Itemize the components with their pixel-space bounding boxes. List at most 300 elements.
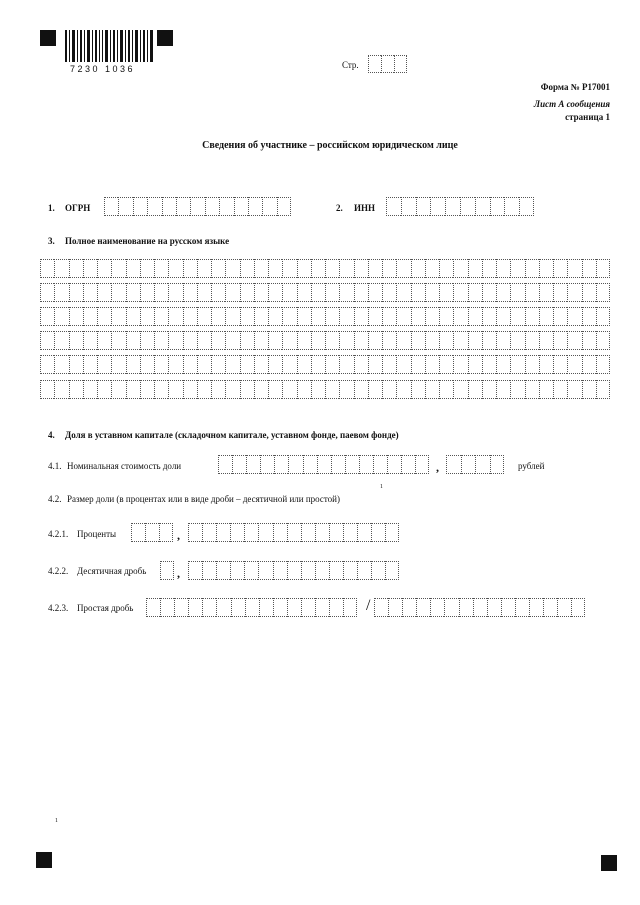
char-cell[interactable]: [140, 307, 154, 326]
char-cell[interactable]: [596, 355, 610, 374]
char-cell[interactable]: [325, 259, 339, 278]
char-cell[interactable]: [553, 355, 567, 374]
full-name-field-row[interactable]: [40, 380, 610, 399]
char-cell[interactable]: [354, 331, 368, 350]
char-cell[interactable]: [97, 259, 111, 278]
char-cell[interactable]: [202, 598, 216, 617]
char-cell[interactable]: [225, 355, 239, 374]
char-cell[interactable]: [111, 355, 125, 374]
char-cell[interactable]: [54, 283, 68, 302]
char-cell[interactable]: [315, 598, 329, 617]
char-cell[interactable]: [539, 259, 553, 278]
char-cell[interactable]: [396, 259, 410, 278]
char-cell[interactable]: [368, 307, 382, 326]
char-cell[interactable]: [567, 259, 581, 278]
char-cell[interactable]: [510, 380, 524, 399]
char-cell[interactable]: [248, 197, 262, 216]
nominal-rubles-field[interactable]: [218, 455, 429, 474]
char-cell[interactable]: [553, 380, 567, 399]
char-cell[interactable]: [83, 355, 97, 374]
char-cell[interactable]: [394, 55, 407, 73]
char-cell[interactable]: [368, 283, 382, 302]
char-cell[interactable]: [40, 259, 54, 278]
char-cell[interactable]: [453, 307, 467, 326]
char-cell[interactable]: [311, 283, 325, 302]
char-cell[interactable]: [354, 307, 368, 326]
char-cell[interactable]: [571, 598, 585, 617]
char-cell[interactable]: [211, 331, 225, 350]
char-cell[interactable]: [97, 307, 111, 326]
nominal-kopecks-field[interactable]: [446, 455, 504, 474]
char-cell[interactable]: [387, 455, 401, 474]
char-cell[interactable]: [202, 561, 216, 580]
char-cell[interactable]: [231, 598, 245, 617]
char-cell[interactable]: [183, 331, 197, 350]
char-cell[interactable]: [482, 307, 496, 326]
char-cell[interactable]: [567, 331, 581, 350]
char-cell[interactable]: [140, 259, 154, 278]
char-cell[interactable]: [219, 197, 233, 216]
char-cell[interactable]: [553, 283, 567, 302]
char-cell[interactable]: [439, 307, 453, 326]
char-cell[interactable]: [525, 259, 539, 278]
char-cell[interactable]: [525, 283, 539, 302]
char-cell[interactable]: [126, 307, 140, 326]
char-cell[interactable]: [468, 283, 482, 302]
char-cell[interactable]: [482, 355, 496, 374]
char-cell[interactable]: [54, 259, 68, 278]
char-cell[interactable]: [557, 598, 571, 617]
char-cell[interactable]: [211, 283, 225, 302]
char-cell[interactable]: [519, 197, 534, 216]
char-cell[interactable]: [416, 598, 430, 617]
char-cell[interactable]: [183, 380, 197, 399]
char-cell[interactable]: [504, 197, 519, 216]
char-cell[interactable]: [525, 355, 539, 374]
char-cell[interactable]: [411, 331, 425, 350]
char-cell[interactable]: [582, 331, 596, 350]
char-cell[interactable]: [411, 259, 425, 278]
char-cell[interactable]: [154, 331, 168, 350]
char-cell[interactable]: [287, 598, 301, 617]
char-cell[interactable]: [183, 283, 197, 302]
char-cell[interactable]: [154, 307, 168, 326]
char-cell[interactable]: [386, 197, 401, 216]
char-cell[interactable]: [325, 355, 339, 374]
char-cell[interactable]: [282, 355, 296, 374]
char-cell[interactable]: [154, 355, 168, 374]
char-cell[interactable]: [218, 455, 232, 474]
char-cell[interactable]: [425, 355, 439, 374]
char-cell[interactable]: [40, 307, 54, 326]
char-cell[interactable]: [529, 598, 543, 617]
char-cell[interactable]: [111, 380, 125, 399]
char-cell[interactable]: [287, 561, 301, 580]
char-cell[interactable]: [297, 283, 311, 302]
char-cell[interactable]: [311, 331, 325, 350]
char-cell[interactable]: [97, 331, 111, 350]
char-cell[interactable]: [439, 259, 453, 278]
char-cell[interactable]: [368, 355, 382, 374]
char-cell[interactable]: [244, 561, 258, 580]
char-cell[interactable]: [473, 598, 487, 617]
ogrn-field[interactable]: [104, 197, 291, 216]
char-cell[interactable]: [553, 331, 567, 350]
char-cell[interactable]: [596, 307, 610, 326]
char-cell[interactable]: [140, 355, 154, 374]
char-cell[interactable]: [211, 259, 225, 278]
char-cell[interactable]: [482, 331, 496, 350]
char-cell[interactable]: [374, 598, 388, 617]
char-cell[interactable]: [268, 259, 282, 278]
char-cell[interactable]: [468, 331, 482, 350]
char-cell[interactable]: [197, 331, 211, 350]
char-cell[interactable]: [515, 598, 529, 617]
full-name-field-row[interactable]: [40, 331, 610, 350]
char-cell[interactable]: [240, 283, 254, 302]
char-cell[interactable]: [339, 259, 353, 278]
char-cell[interactable]: [329, 561, 343, 580]
char-cell[interactable]: [453, 380, 467, 399]
char-cell[interactable]: [496, 355, 510, 374]
char-cell[interactable]: [140, 283, 154, 302]
char-cell[interactable]: [368, 331, 382, 350]
char-cell[interactable]: [439, 380, 453, 399]
char-cell[interactable]: [118, 197, 132, 216]
char-cell[interactable]: [371, 523, 385, 542]
char-cell[interactable]: [273, 523, 287, 542]
char-cell[interactable]: [425, 331, 439, 350]
char-cell[interactable]: [69, 259, 83, 278]
char-cell[interactable]: [40, 283, 54, 302]
char-cell[interactable]: [111, 259, 125, 278]
char-cell[interactable]: [262, 197, 276, 216]
char-cell[interactable]: [146, 598, 160, 617]
char-cell[interactable]: [354, 355, 368, 374]
char-cell[interactable]: [325, 283, 339, 302]
char-cell[interactable]: [482, 380, 496, 399]
char-cell[interactable]: [539, 355, 553, 374]
char-cell[interactable]: [430, 197, 445, 216]
char-cell[interactable]: [325, 331, 339, 350]
char-cell[interactable]: [339, 355, 353, 374]
char-cell[interactable]: [567, 380, 581, 399]
char-cell[interactable]: [411, 355, 425, 374]
char-cell[interactable]: [401, 455, 415, 474]
char-cell[interactable]: [111, 283, 125, 302]
char-cell[interactable]: [388, 598, 402, 617]
page-number-field[interactable]: [368, 55, 407, 73]
char-cell[interactable]: [510, 259, 524, 278]
char-cell[interactable]: [126, 355, 140, 374]
char-cell[interactable]: [446, 455, 461, 474]
char-cell[interactable]: [401, 197, 416, 216]
char-cell[interactable]: [168, 307, 182, 326]
char-cell[interactable]: [539, 283, 553, 302]
char-cell[interactable]: [240, 307, 254, 326]
char-cell[interactable]: [510, 355, 524, 374]
char-cell[interactable]: [83, 307, 97, 326]
char-cell[interactable]: [371, 561, 385, 580]
char-cell[interactable]: [439, 283, 453, 302]
char-cell[interactable]: [54, 380, 68, 399]
char-cell[interactable]: [357, 561, 371, 580]
char-cell[interactable]: [168, 283, 182, 302]
char-cell[interactable]: [415, 455, 429, 474]
char-cell[interactable]: [240, 355, 254, 374]
char-cell[interactable]: [211, 307, 225, 326]
char-cell[interactable]: [339, 331, 353, 350]
char-cell[interactable]: [567, 307, 581, 326]
char-cell[interactable]: [145, 523, 159, 542]
char-cell[interactable]: [468, 380, 482, 399]
char-cell[interactable]: [197, 307, 211, 326]
char-cell[interactable]: [345, 455, 359, 474]
char-cell[interactable]: [582, 283, 596, 302]
char-cell[interactable]: [354, 380, 368, 399]
char-cell[interactable]: [216, 561, 230, 580]
char-cell[interactable]: [188, 598, 202, 617]
char-cell[interactable]: [496, 283, 510, 302]
char-cell[interactable]: [329, 598, 343, 617]
char-cell[interactable]: [382, 331, 396, 350]
char-cell[interactable]: [553, 259, 567, 278]
char-cell[interactable]: [382, 283, 396, 302]
char-cell[interactable]: [382, 259, 396, 278]
char-cell[interactable]: [339, 283, 353, 302]
full-name-field-row[interactable]: [40, 283, 610, 302]
char-cell[interactable]: [83, 380, 97, 399]
char-cell[interactable]: [331, 455, 345, 474]
char-cell[interactable]: [183, 259, 197, 278]
char-cell[interactable]: [83, 331, 97, 350]
char-cell[interactable]: [368, 55, 381, 73]
char-cell[interactable]: [254, 307, 268, 326]
char-cell[interactable]: [496, 331, 510, 350]
char-cell[interactable]: [282, 259, 296, 278]
char-cell[interactable]: [525, 331, 539, 350]
char-cell[interactable]: [225, 331, 239, 350]
char-cell[interactable]: [54, 355, 68, 374]
char-cell[interactable]: [260, 455, 274, 474]
char-cell[interactable]: [596, 380, 610, 399]
char-cell[interactable]: [234, 197, 248, 216]
char-cell[interactable]: [168, 259, 182, 278]
numerator-field[interactable]: [146, 598, 357, 617]
char-cell[interactable]: [140, 331, 154, 350]
char-cell[interactable]: [216, 598, 230, 617]
char-cell[interactable]: [190, 197, 204, 216]
char-cell[interactable]: [69, 331, 83, 350]
char-cell[interactable]: [439, 331, 453, 350]
char-cell[interactable]: [168, 331, 182, 350]
char-cell[interactable]: [254, 331, 268, 350]
full-name-field-row[interactable]: [40, 259, 610, 278]
char-cell[interactable]: [596, 283, 610, 302]
decimal-integer-field[interactable]: [160, 561, 174, 580]
char-cell[interactable]: [487, 598, 501, 617]
char-cell[interactable]: [154, 283, 168, 302]
char-cell[interactable]: [382, 380, 396, 399]
char-cell[interactable]: [297, 355, 311, 374]
char-cell[interactable]: [268, 331, 282, 350]
char-cell[interactable]: [460, 197, 475, 216]
char-cell[interactable]: [468, 307, 482, 326]
char-cell[interactable]: [277, 197, 291, 216]
char-cell[interactable]: [133, 197, 147, 216]
char-cell[interactable]: [287, 523, 301, 542]
char-cell[interactable]: [104, 197, 118, 216]
char-cell[interactable]: [254, 283, 268, 302]
char-cell[interactable]: [301, 523, 315, 542]
char-cell[interactable]: [162, 197, 176, 216]
char-cell[interactable]: [461, 455, 476, 474]
char-cell[interactable]: [385, 561, 399, 580]
char-cell[interactable]: [268, 380, 282, 399]
char-cell[interactable]: [490, 455, 505, 474]
char-cell[interactable]: [567, 283, 581, 302]
char-cell[interactable]: [197, 355, 211, 374]
denominator-field[interactable]: [374, 598, 585, 617]
char-cell[interactable]: [496, 307, 510, 326]
char-cell[interactable]: [254, 259, 268, 278]
char-cell[interactable]: [444, 598, 458, 617]
char-cell[interactable]: [525, 380, 539, 399]
char-cell[interactable]: [246, 455, 260, 474]
char-cell[interactable]: [225, 380, 239, 399]
char-cell[interactable]: [582, 259, 596, 278]
char-cell[interactable]: [311, 259, 325, 278]
char-cell[interactable]: [459, 598, 473, 617]
char-cell[interactable]: [425, 283, 439, 302]
char-cell[interactable]: [416, 197, 431, 216]
char-cell[interactable]: [425, 307, 439, 326]
char-cell[interactable]: [225, 307, 239, 326]
char-cell[interactable]: [396, 380, 410, 399]
char-cell[interactable]: [268, 355, 282, 374]
char-cell[interactable]: [126, 380, 140, 399]
char-cell[interactable]: [282, 331, 296, 350]
char-cell[interactable]: [468, 355, 482, 374]
char-cell[interactable]: [539, 307, 553, 326]
char-cell[interactable]: [225, 259, 239, 278]
char-cell[interactable]: [496, 380, 510, 399]
char-cell[interactable]: [126, 331, 140, 350]
char-cell[interactable]: [359, 455, 373, 474]
char-cell[interactable]: [40, 380, 54, 399]
char-cell[interactable]: [430, 598, 444, 617]
char-cell[interactable]: [311, 355, 325, 374]
percent-fraction-field[interactable]: [188, 523, 399, 542]
char-cell[interactable]: [539, 380, 553, 399]
char-cell[interactable]: [254, 355, 268, 374]
char-cell[interactable]: [490, 197, 505, 216]
char-cell[interactable]: [202, 523, 216, 542]
char-cell[interactable]: [240, 331, 254, 350]
char-cell[interactable]: [111, 331, 125, 350]
char-cell[interactable]: [301, 561, 315, 580]
char-cell[interactable]: [510, 331, 524, 350]
char-cell[interactable]: [411, 307, 425, 326]
char-cell[interactable]: [567, 355, 581, 374]
char-cell[interactable]: [188, 561, 202, 580]
inn-field[interactable]: [386, 197, 534, 216]
char-cell[interactable]: [230, 523, 244, 542]
char-cell[interactable]: [311, 380, 325, 399]
char-cell[interactable]: [297, 380, 311, 399]
char-cell[interactable]: [140, 380, 154, 399]
char-cell[interactable]: [439, 355, 453, 374]
char-cell[interactable]: [343, 598, 357, 617]
char-cell[interactable]: [596, 259, 610, 278]
char-cell[interactable]: [297, 331, 311, 350]
char-cell[interactable]: [396, 355, 410, 374]
char-cell[interactable]: [216, 523, 230, 542]
char-cell[interactable]: [297, 259, 311, 278]
char-cell[interactable]: [259, 598, 273, 617]
char-cell[interactable]: [382, 307, 396, 326]
char-cell[interactable]: [373, 455, 387, 474]
char-cell[interactable]: [475, 197, 490, 216]
char-cell[interactable]: [111, 307, 125, 326]
char-cell[interactable]: [126, 283, 140, 302]
char-cell[interactable]: [339, 307, 353, 326]
char-cell[interactable]: [385, 523, 399, 542]
char-cell[interactable]: [425, 259, 439, 278]
char-cell[interactable]: [69, 355, 83, 374]
decimal-fraction-field[interactable]: [188, 561, 399, 580]
char-cell[interactable]: [582, 355, 596, 374]
char-cell[interactable]: [311, 307, 325, 326]
char-cell[interactable]: [329, 523, 343, 542]
char-cell[interactable]: [325, 380, 339, 399]
char-cell[interactable]: [244, 523, 258, 542]
char-cell[interactable]: [582, 380, 596, 399]
char-cell[interactable]: [168, 380, 182, 399]
char-cell[interactable]: [131, 523, 145, 542]
char-cell[interactable]: [174, 598, 188, 617]
char-cell[interactable]: [315, 561, 329, 580]
char-cell[interactable]: [154, 380, 168, 399]
full-name-field-row[interactable]: [40, 307, 610, 326]
char-cell[interactable]: [411, 283, 425, 302]
char-cell[interactable]: [357, 523, 371, 542]
char-cell[interactable]: [168, 355, 182, 374]
char-cell[interactable]: [254, 380, 268, 399]
char-cell[interactable]: [83, 259, 97, 278]
char-cell[interactable]: [445, 197, 460, 216]
char-cell[interactable]: [40, 355, 54, 374]
char-cell[interactable]: [468, 259, 482, 278]
char-cell[interactable]: [282, 283, 296, 302]
char-cell[interactable]: [368, 380, 382, 399]
char-cell[interactable]: [368, 259, 382, 278]
char-cell[interactable]: [176, 197, 190, 216]
char-cell[interactable]: [225, 283, 239, 302]
char-cell[interactable]: [382, 355, 396, 374]
char-cell[interactable]: [188, 523, 202, 542]
char-cell[interactable]: [197, 283, 211, 302]
char-cell[interactable]: [317, 455, 331, 474]
char-cell[interactable]: [539, 331, 553, 350]
char-cell[interactable]: [301, 598, 315, 617]
char-cell[interactable]: [230, 561, 244, 580]
char-cell[interactable]: [343, 523, 357, 542]
char-cell[interactable]: [325, 307, 339, 326]
char-cell[interactable]: [54, 307, 68, 326]
full-name-field-row[interactable]: [40, 355, 610, 374]
char-cell[interactable]: [396, 331, 410, 350]
